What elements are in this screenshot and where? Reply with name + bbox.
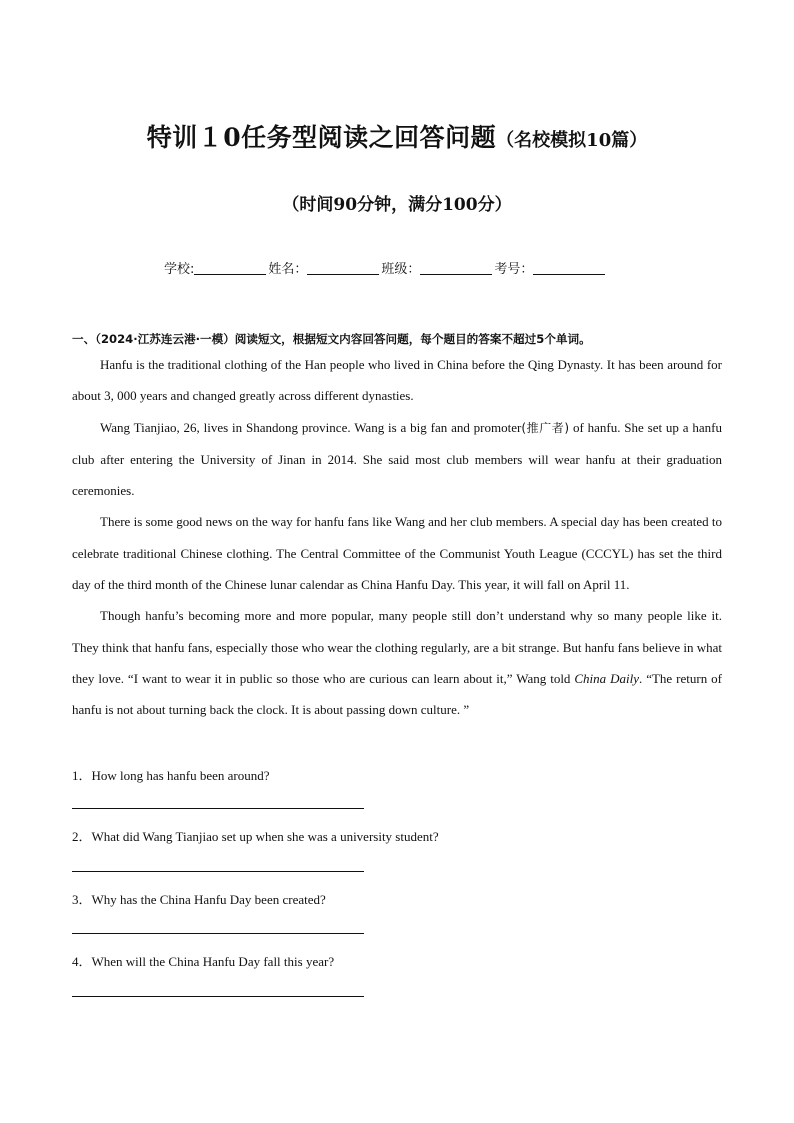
paragraph-4 <box>72 600 722 725</box>
question-1: 1．How long has hanfu been around? <box>72 768 270 783</box>
paragraph-3: There is some good news on the way for hanfu fans like Wang and her club members. A special day has been created to celebrate traditional Chinese clothing. The Central Committee of the Communist Youth League (CCCYL) has set the third day of the third month of the Chinese lunar calendar as China Hanfu Day. This year, it will fall on April 11. <box>72 514 722 593</box>
paragraph-2-text-a: Wang Tianjiao, 26, lives in Shandong province. Wang is a big fan and promoter <box>100 419 522 435</box>
paragraph-4-text-b: . “The return of hanfu is not about turning back the clock. It is about passing down culture. ” <box>72 670 722 718</box>
name-field[interactable] <box>307 261 379 275</box>
answer-line-3[interactable] <box>72 933 364 934</box>
paragraph-4-source: China Daily <box>574 670 640 686</box>
paragraph-1: Hanfu is the traditional clothing of the Han people who lived in China before the Qing Dynasty. It has been around for about 3, 000 years and changed greatly across different dynasties. <box>72 357 722 404</box>
exam-no-label: 考号： <box>494 262 534 277</box>
answer-line-4[interactable] <box>72 996 364 997</box>
paragraph-2-text-b: of hanfu. She set up a hanfu club after entering the University of Jinan in 2014. She said most club members will wear hanfu at their graduation ceremonies. <box>72 419 722 499</box>
class-label: 班级： <box>381 262 421 277</box>
paragraph-4-text-a: Though hanfu’s becoming more and more popular, many people still don’t understand why so many people like it. They think that hanfu fans, especially those who wear the clothing regularly, are a bit strange. But hanfu fans believe in what they love. “I want to wear it in public so those who are curious can learn about it,” Wang told <box>72 608 722 686</box>
title-subtitle: （名校模拟10篇） <box>496 130 648 151</box>
school-label: 学校: <box>164 262 195 277</box>
paragraph-2 <box>72 412 722 507</box>
title-main: 特训１0任务型阅读之回答问题 <box>146 123 497 152</box>
question-4: 4．When will the China Hanfu Day fall this year? <box>72 954 335 969</box>
student-info-row <box>164 258 724 277</box>
question-3: 3．Why has the China Hanfu Day been created? <box>72 892 326 907</box>
exam-no-field[interactable] <box>533 261 605 275</box>
section-heading: 一、（2024·江苏连云港·一模）阅读短文，根据短文内容回答问题，每个题目的答案不超过5个单词。 <box>72 332 591 346</box>
reading-passage <box>72 349 722 726</box>
class-field[interactable] <box>420 261 492 275</box>
page-title <box>0 118 794 154</box>
school-field[interactable] <box>194 261 266 275</box>
paragraph-2-note: (推广者) <box>521 420 570 435</box>
answer-line-1[interactable] <box>72 808 364 809</box>
answer-line-2[interactable] <box>72 871 364 872</box>
name-label: 姓名： <box>268 262 308 277</box>
question-2: 2．What did Wang Tianjiao set up when she was a university student? <box>72 829 439 844</box>
time-note: （时间90分钟，满分100分） <box>282 195 512 215</box>
